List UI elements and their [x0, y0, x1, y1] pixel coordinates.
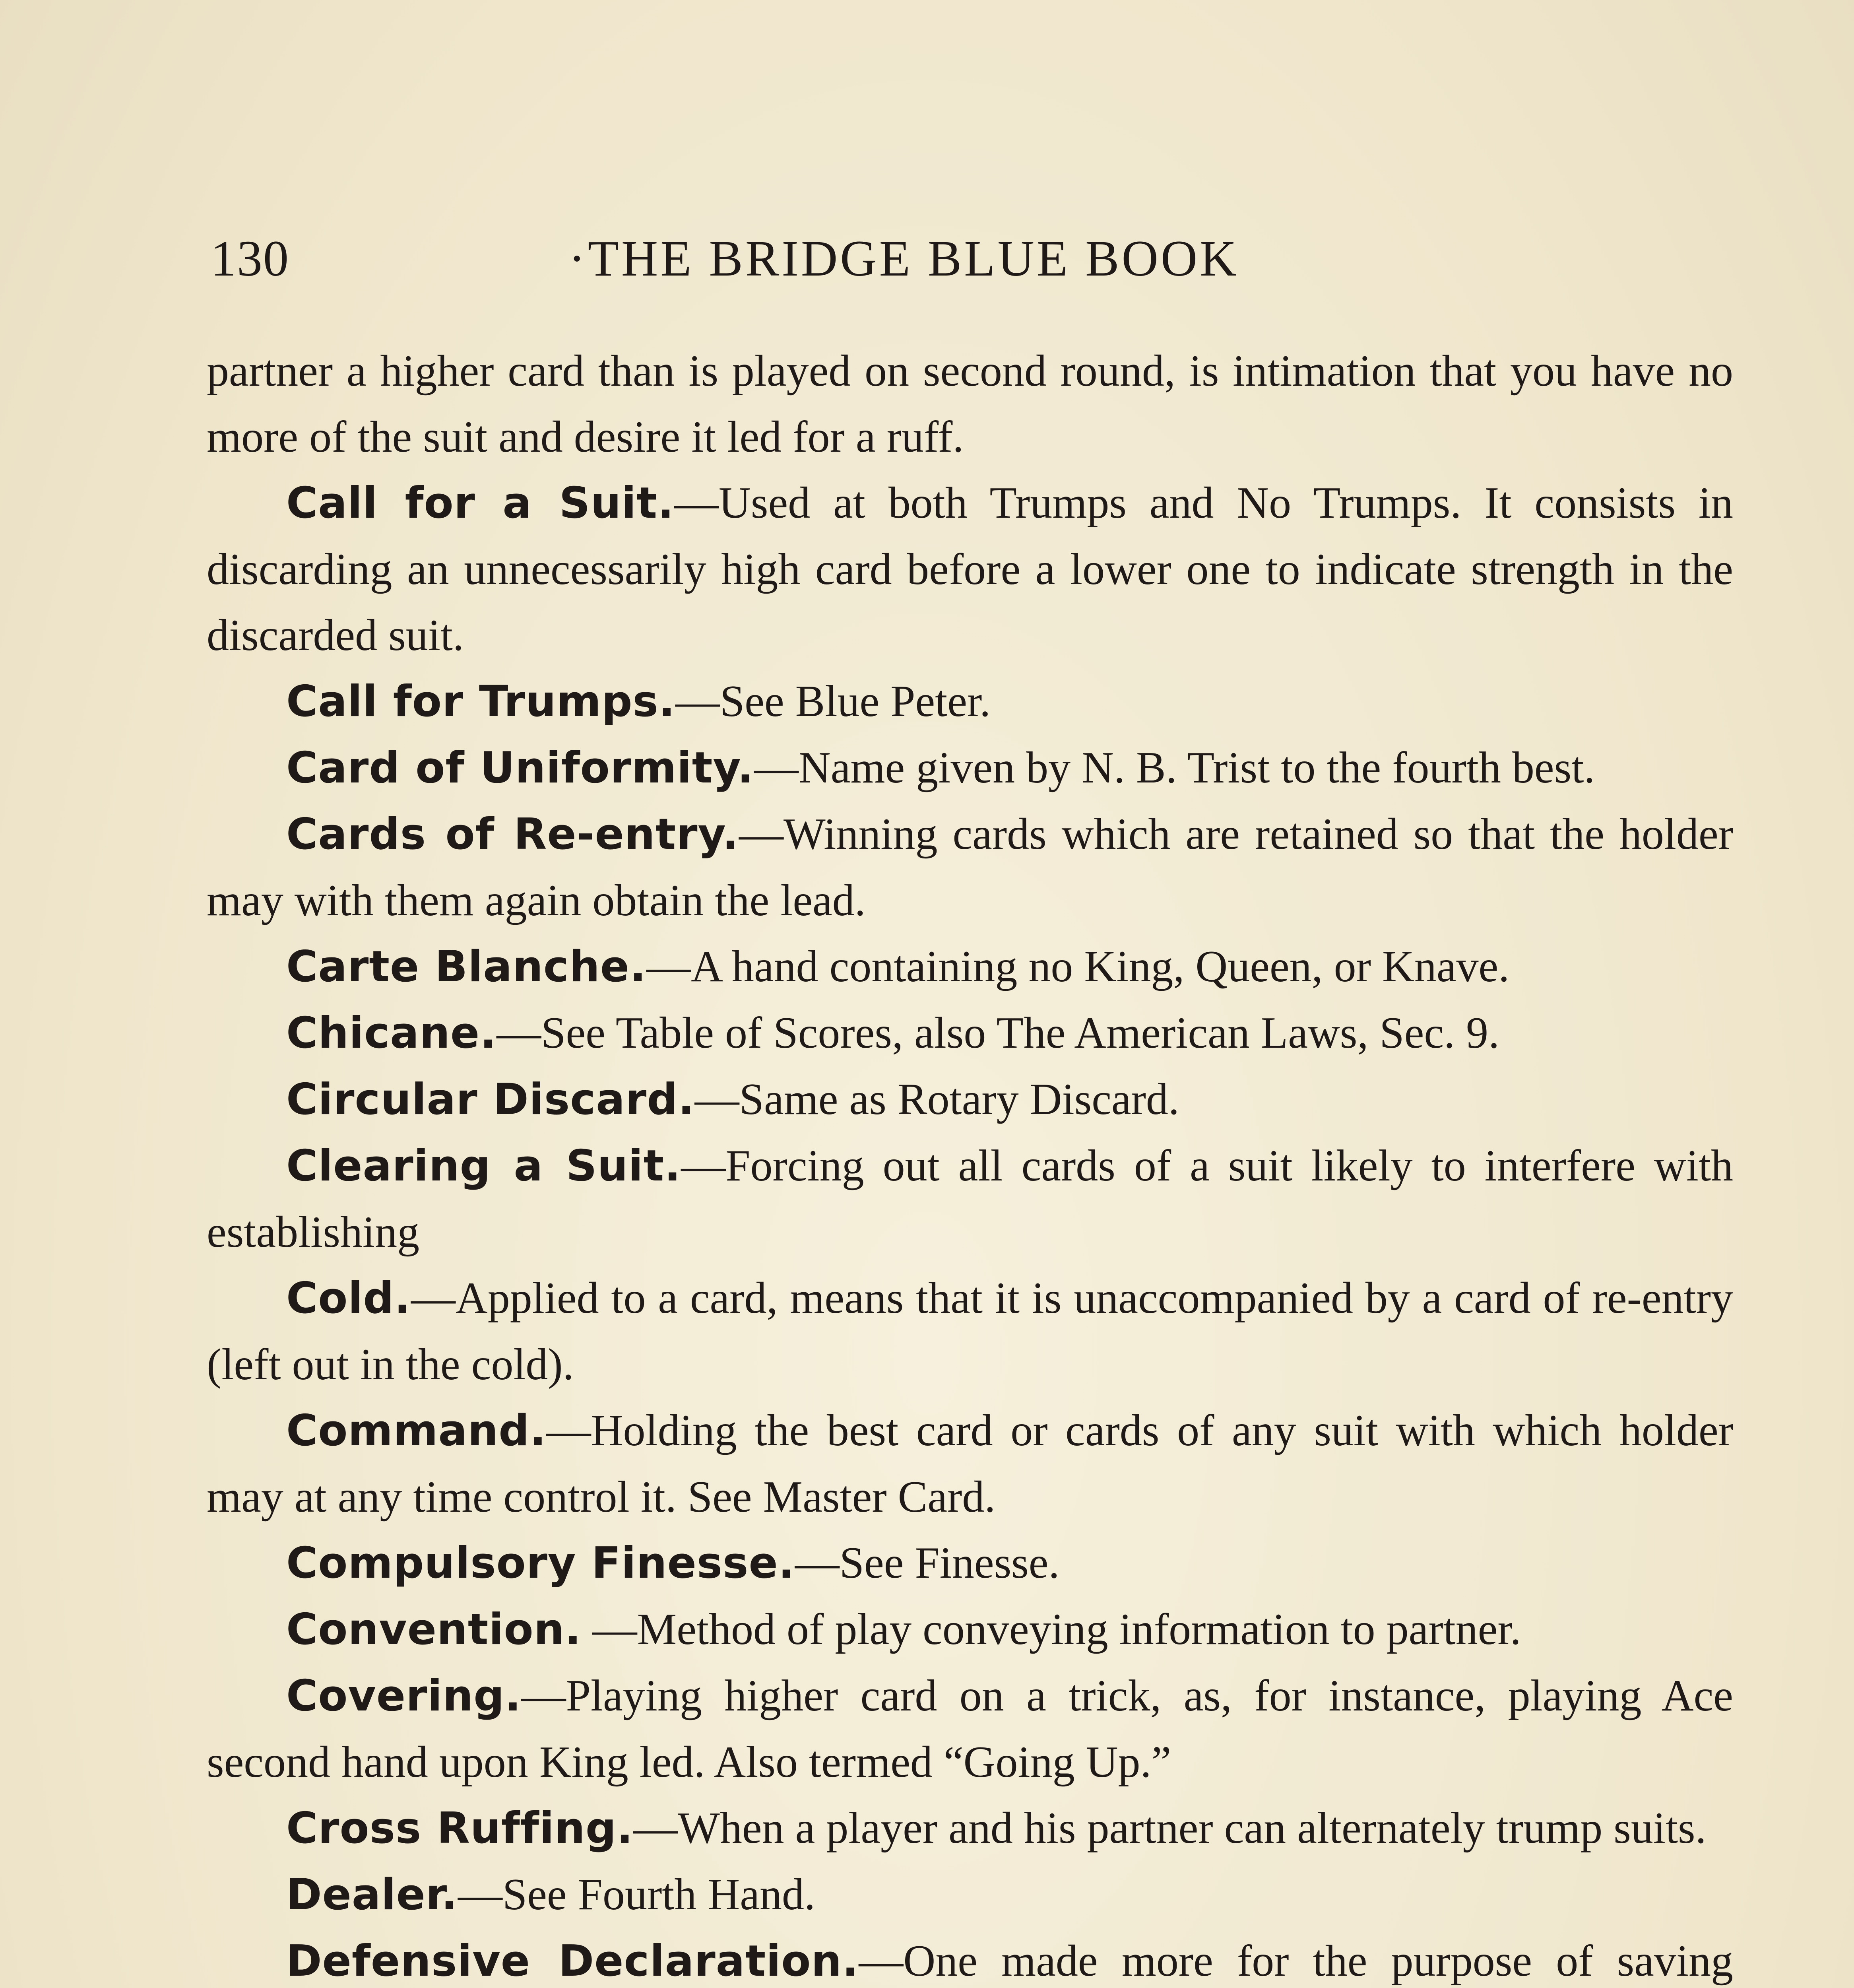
glossary-entry: [207, 1265, 1733, 1398]
entry-term: Carte Blanche.: [286, 942, 647, 992]
entry-term: Chicane.: [286, 1008, 497, 1058]
entry-term: Cards of Re-entry.: [286, 810, 739, 859]
entry-term: Cold.: [286, 1274, 411, 1323]
glossary-entry: [207, 1133, 1733, 1265]
glossary-entry: [207, 1663, 1733, 1795]
entry-text: —See Fourth Hand.: [458, 1870, 815, 1919]
glossary-entry: [207, 668, 1733, 735]
entry-term: Call for Trumps.: [286, 677, 675, 726]
page-header: [211, 223, 1733, 294]
entry-term: Defensive Declaration.: [286, 1936, 859, 1986]
entry-text: —Applied to a card, means that it is unaccompanied by a card of re-entry (left out in the cold).: [207, 1274, 1733, 1389]
entry-term: Card of Uniformity.: [286, 743, 754, 793]
glossary-entry: [207, 1596, 1733, 1663]
entry-text: —Method of play conveying information to partner.: [581, 1605, 1521, 1654]
entry-text: —When a player and his partner can alternately trump suits.: [633, 1804, 1707, 1853]
entry-text: —Winning cards which are retained so that the holder may with them again obtain the lead.: [207, 810, 1733, 925]
entry-term: Compulsory Finesse.: [286, 1538, 795, 1588]
entry-text: —See Table of Scores, also The American Laws, Sec. 9.: [496, 1008, 1500, 1058]
entry-text: —Forcing out all cards of a suit likely to interfere with establishing: [207, 1141, 1733, 1257]
running-head: ·THE BRIDGE BLUE BOOK: [568, 230, 1239, 287]
entry-text: —Holding the best card or cards of any suit with which holder may at any time control it. See Master Card.: [207, 1406, 1733, 1522]
glossary-entry: [207, 1530, 1733, 1596]
entry-term: Covering.: [286, 1671, 522, 1721]
entry-term: Convention.: [286, 1605, 582, 1654]
entry-text: —A hand containing no King, Queen, or Knave.: [646, 942, 1510, 991]
entry-term: Command.: [286, 1406, 547, 1456]
entry-text: partner a higher card than is played on second round, is intimation that you have no more of the suit and desire it led for a ruff.: [207, 346, 1733, 462]
entry-term: Cross Ruffing.: [286, 1804, 634, 1853]
glossary-entry: [207, 1928, 1733, 1988]
entry-text: —One made more for the purpose of saving: [859, 1936, 1734, 1986]
entry-term: Dealer.: [286, 1870, 458, 1920]
glossary-entry: [207, 338, 1733, 470]
glossary-entry: [207, 801, 1733, 934]
entry-term: Circular Discard.: [286, 1075, 695, 1124]
entry-text: —Name given by N. B. Trist to the fourth best.: [754, 743, 1595, 792]
entry-term: Call for a Suit.: [286, 478, 675, 528]
glossary-entry: [207, 1862, 1733, 1928]
glossary-entry: [207, 470, 1733, 668]
glossary-entry: [207, 1398, 1733, 1530]
glossary-entry: [207, 934, 1733, 1000]
glossary-entry: [207, 1795, 1733, 1862]
entry-text: —Playing higher card on a trick, as, for instance, playing Ace second hand upon King led. Also termed “Going Up.”: [207, 1671, 1733, 1787]
entry-text: —See Finesse.: [795, 1538, 1060, 1588]
page-number: 130: [211, 230, 289, 287]
entry-term: Clearing a Suit.: [286, 1141, 681, 1191]
entry-text: —See Blue Peter.: [675, 677, 991, 726]
glossary-entry: [207, 735, 1733, 801]
glossary-body: [207, 338, 1733, 1988]
entry-text: —Used at both Trumps and No Trumps. It consists in discarding an unnecessarily high card before a lower one to indicate strength in the discarded suit.: [207, 478, 1733, 660]
entry-text: —Same as Rotary Discard.: [694, 1075, 1179, 1124]
glossary-entry: [207, 1000, 1733, 1066]
glossary-entry: [207, 1066, 1733, 1133]
